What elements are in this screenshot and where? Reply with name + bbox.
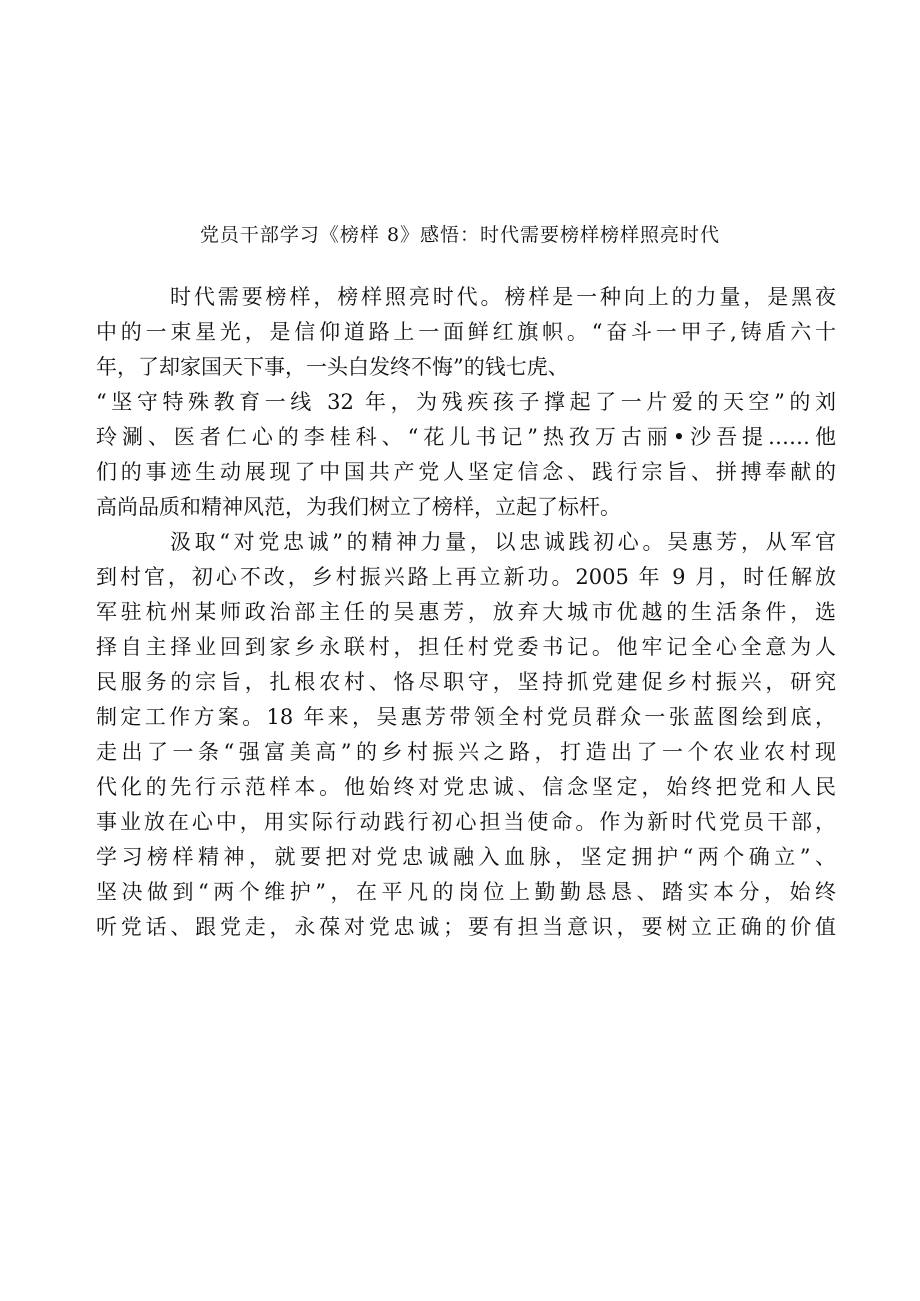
paragraph-1-line-2: 中的一束星光，是信仰道路上一面鲜红旗帜。“奋斗一甲子,铸盾六十 [96, 320, 836, 344]
paragraph-2-line-12: 听党话、跟党走，永葆对党忠诚；要有担当意识，要树立正确的价值 [96, 915, 836, 939]
paragraph-1-line-1: 时代需要榜样，榜样照亮时代。榜样是一种向上的力量，是黑夜 [170, 285, 836, 309]
paragraph-1-line-6: 们的事迹生动展现了中国共产党人坚定信念、践行宗旨、拼搏奉献的 [96, 460, 836, 484]
paragraph-2-line-9: 事业放在心中，用实际行动践行初心担当使命。作为新时代党员干部， [96, 810, 836, 834]
document-title: 党员干部学习《榜样 8》感悟：时代需要榜样榜样照亮时代 [199, 224, 721, 246]
paragraph-2-line-2: 到村官，初心不改，乡村振兴路上再立新功。2005 年 9 月，时任解放 [96, 565, 836, 589]
paragraph-2-line-4: 择自主择业回到家乡永联村，担任村党委书记。他牢记全心全意为人 [96, 635, 836, 659]
paragraph-1-line-5: 玲涮、医者仁心的李桂科、“花儿书记”热孜万古丽•沙吾提……他 [96, 425, 836, 449]
paragraph-2-line-1: 汲取“对党忠诚”的精神力量，以忠诚践初心。吴惠芳，从军官 [170, 530, 836, 554]
paragraph-1-line-4: “坚守特殊教育一线 32 年，为残疾孩子撑起了一片爱的天空”的刘 [96, 390, 836, 414]
paragraph-2-line-10: 学习榜样精神，就要把对党忠诚融入血脉，坚定拥护“两个确立”、 [96, 845, 836, 869]
paragraph-2-line-6: 制定工作方案。18 年来，吴惠芳带领全村党员群众一张蓝图绘到底， [96, 705, 836, 729]
paragraph-2-line-3: 军驻杭州某师政治部主任的吴惠芳，放弃大城市优越的生活条件，选 [96, 600, 836, 624]
paragraph-1-line-7: 高尚品质和精神风范，为我们树立了榜样，立起了标杆。 [96, 495, 621, 519]
paragraph-1-line-3: 年，了却家国天下事，一头白发终不悔”的钱七虎、 [96, 355, 569, 379]
paragraph-2-line-5: 民服务的宗旨，扎根农村、恪尽职守，坚持抓党建促乡村振兴，研究 [96, 670, 836, 694]
paragraph-2-line-7: 走出了一条“强富美高”的乡村振兴之路，打造出了一个农业农村现 [96, 740, 836, 764]
paragraph-2-line-11: 坚决做到“两个维护”，在平凡的岗位上勤勤恳恳、踏实本分，始终 [96, 880, 836, 904]
paragraph-2-line-8: 代化的先行示范样本。他始终对党忠诚、信念坚定，始终把党和人民 [96, 775, 836, 799]
document-body [96, 280, 836, 945]
